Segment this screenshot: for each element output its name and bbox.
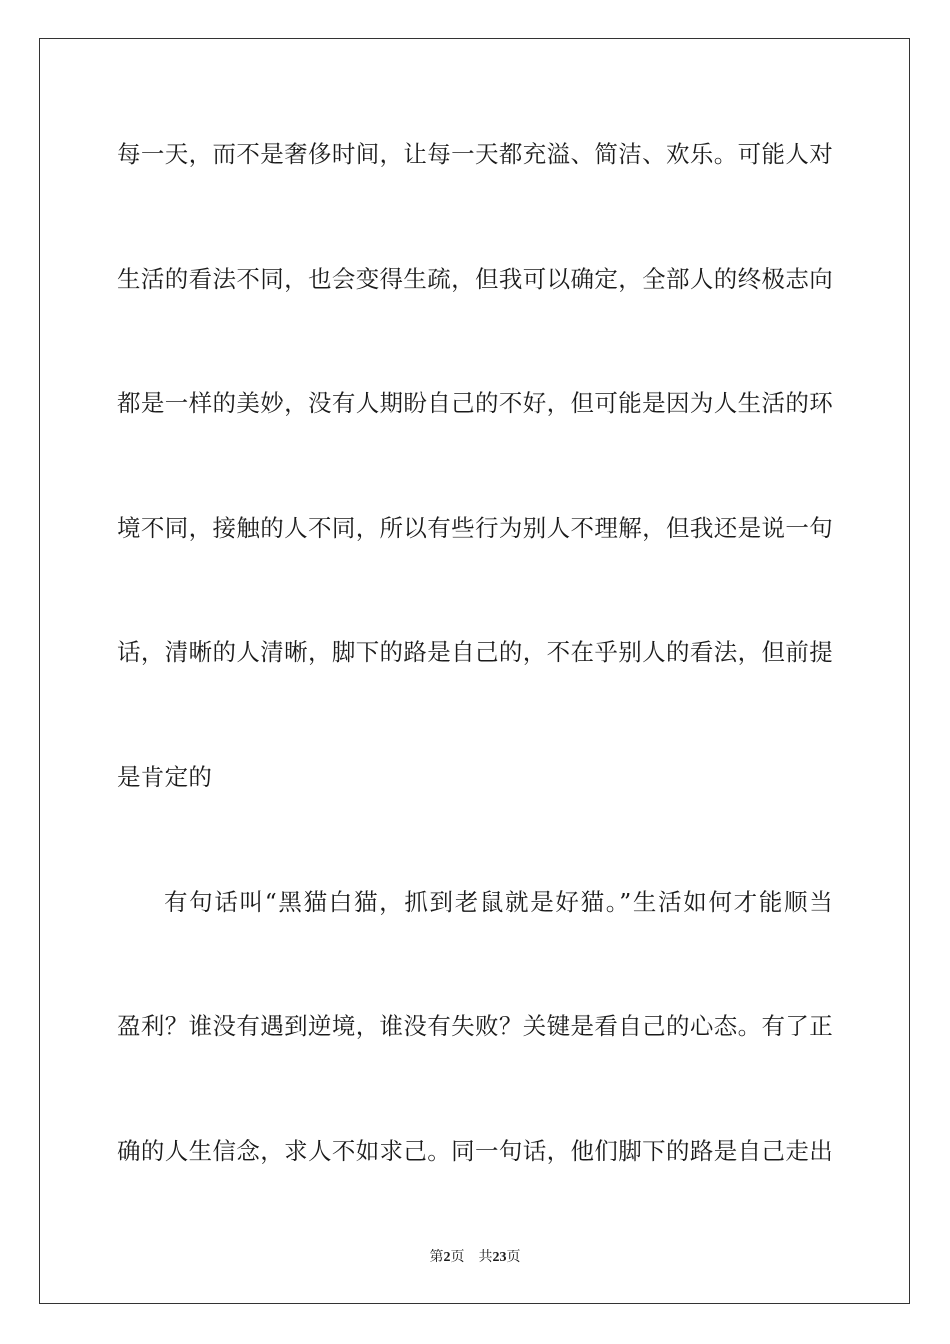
paragraph-line: 每一天，而不是奢侈时间，让每一天都充溢、简洁、欢乐。可能人对 [117, 140, 833, 168]
paragraph-line: 都是一样的美妙，没有人期盼自己的不好，但可能是因为人生活的环 [117, 389, 833, 418]
footer-page-suffix: 页 [450, 1249, 465, 1265]
total-page-number: 23 [492, 1250, 507, 1265]
paragraph-line: 话，清晰的人清晰，脚下的路是自己的，不在乎别人的看法，但前提 [117, 638, 833, 667]
document-body [117, 128, 833, 1249]
paragraph-line: 境不同，接触的人不同，所以有些行为别人不理解，但我还是说一句 [117, 513, 833, 542]
paragraph-line: 是肯定的 [117, 762, 213, 791]
paragraph-line: 生活的看法不同，也会变得生疏，但我可以确定，全部人的终极志向 [117, 264, 833, 293]
paragraph-line: 有句话叫“黑猫白猫，抓到老鼠就是好猫。”生活如何才能顺当 [164, 887, 833, 916]
page-footer [0, 1246, 950, 1266]
paragraph-line: 确的人生信念，求人不如求己。同一句话，他们脚下的路是自己走出 [117, 1136, 833, 1165]
footer-total-prefix: 共 [478, 1249, 493, 1265]
footer-total-suffix: 页 [506, 1249, 521, 1265]
paragraph-line: 盈利？谁没有遇到逆境，谁没有失败？关键是看自己的心态。有了正 [117, 1012, 833, 1041]
footer-page-prefix: 第 [429, 1249, 444, 1265]
current-page-number: 2 [443, 1250, 451, 1265]
